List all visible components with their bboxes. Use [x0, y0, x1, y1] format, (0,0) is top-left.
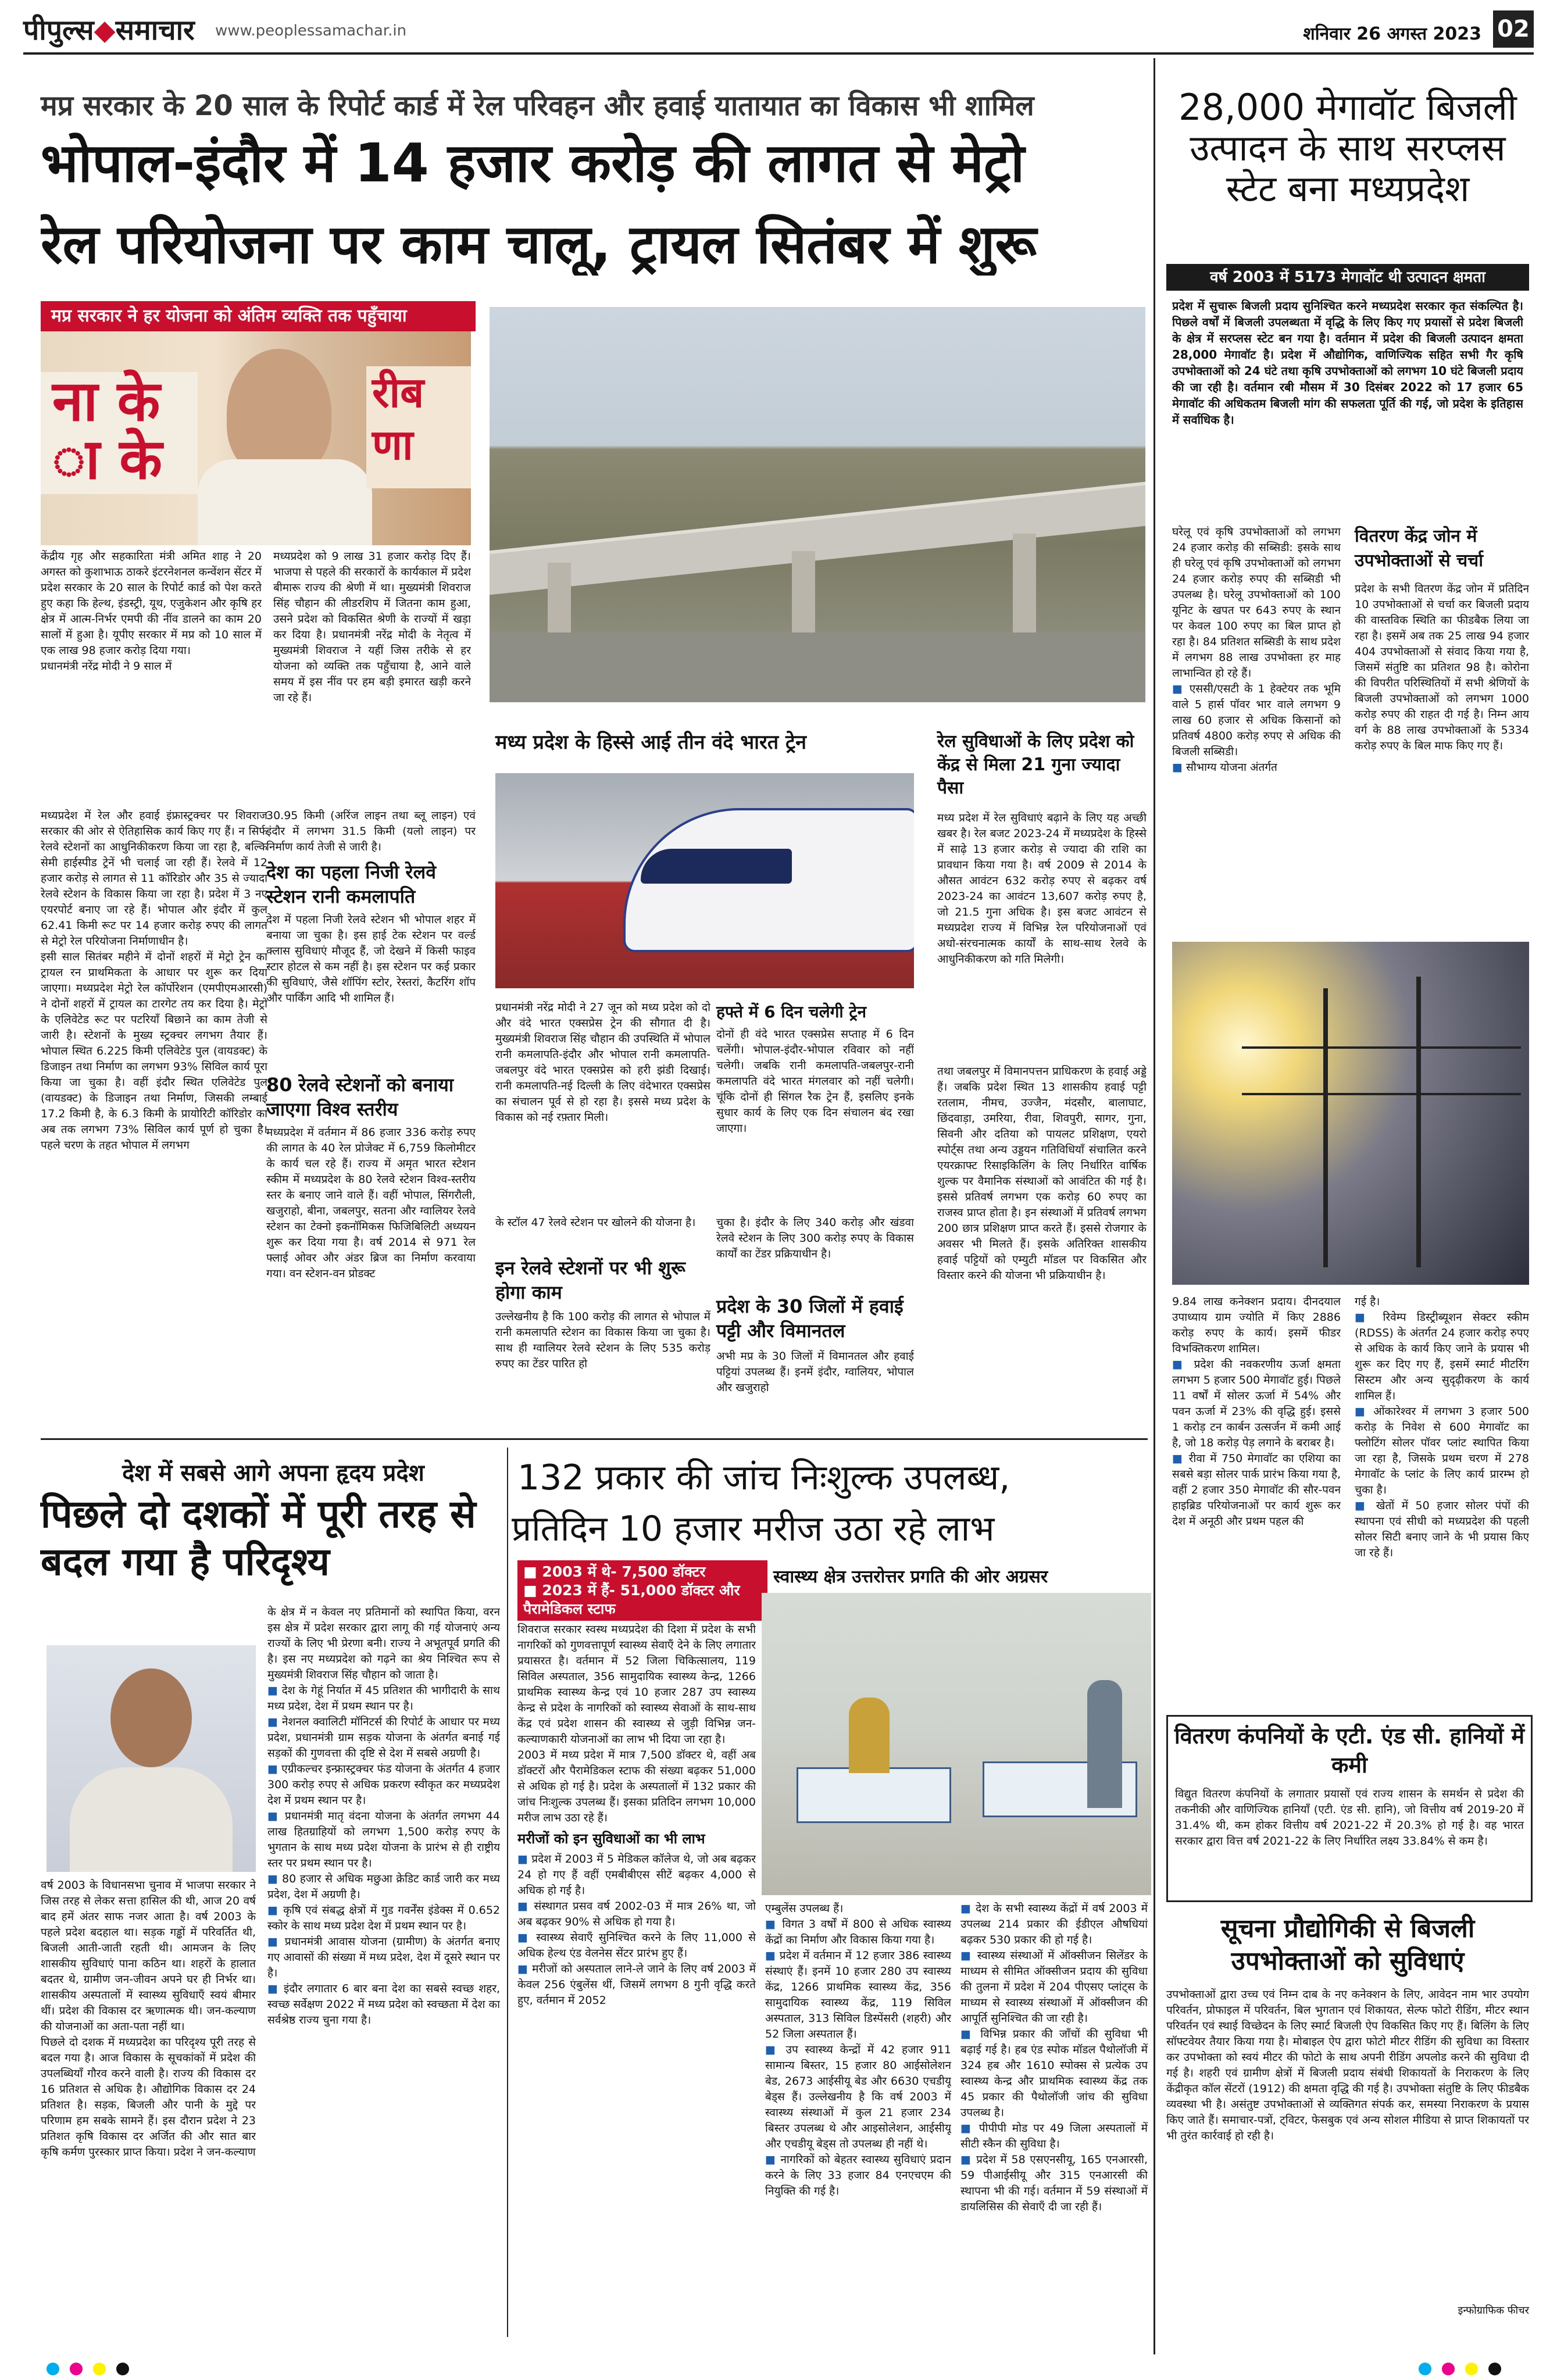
square-bullet-icon: ■: [523, 1563, 537, 1580]
distribution-zone-heading: वितरण केंद्र जोन में उपभोक्ताओं से चर्चा: [1355, 526, 1483, 571]
world-class-stations-text: मध्यप्रदेश में वर्तमान में 86 हजार 336 करोड़ रुपए की लागत के 40 रेल प्रोजेक्ट में 6,759 किलोमीटर के कार्य चल रहे हैं। राज्य में अमृत भारत स्टेशन स्कीम में मध्यप्रदेश के 80 रेलवे स्टेशन विश्व-स्तरीय स्तर के बनाए जाने वाले हैं। वहीं भोपाल, सिंगरौली, खजुराहो, बीना, जबलपुर, सतना और ग्वालियर रेलवे स्टेशन का टेक्नो इकनॉमिकस फिजिबिलिटी अध्ययन शुरू कर दिया गया है। वर्ष 2014 से 971 रेल फ्लाई ओवर और अंडर ब्रिज का निर्माण करवाया गया। वन स्टेशन-वन प्रोडक्ट: [266, 1126, 476, 1280]
ambulance-bullet: ■ मरीजों को अस्पताल लाने-ले जाने के लिए वर्ष 2003 में केवल 256 एंबुलेंस थीं, जिसमें लगभग 8 गुनी वृद्धि करते हुए, वर्तमान में 2052: [517, 1963, 756, 2007]
six-days-heading: हफ्ते में 6 दिन चलेगी ट्रेन: [716, 1002, 866, 1021]
square-bullet-icon: ■: [267, 1935, 280, 1948]
chief-minister-photo: [47, 1645, 256, 1872]
ct-scan-bullet: ■ पीपीपी मोड पर 49 जिला अस्पतालों में सीटी स्कैन की सुविधा है।: [960, 2122, 1148, 2150]
speaker-kurta-graphic: [198, 459, 372, 545]
logo-dot-icon: ◆: [94, 14, 116, 47]
power-cable-graphic: [1242, 1046, 1521, 1049]
square-bullet-icon: ■: [1355, 1405, 1368, 1418]
airstrips-text: अभी मप्र के 30 जिलों में विमानतल और हवाई पट्टियां उपलब्ध हैं। इनमें इंदौर, ग्वालियर, भोपाल और खजुराहो: [716, 1350, 914, 1394]
matru-vandana-bullet: ■ प्रधानमंत्री मातृ वंदना योजना के अंतर्गत लगभग 44 लाख हितग्राहियों को लगभग 1,500 करोड़ रुपए के भुगतान के साथ मध्य प्रदेश योजना के प्रारंभ से ही राष्ट्रीय स्तर पर प्रथम स्थान पर है।: [267, 1810, 500, 1870]
square-bullet-icon: ■: [1172, 761, 1183, 774]
heart-col-left: वर्ष 2003 के विधानसभा चुनाव में भाजपा सरकार ने जिस तरह से लेकर सत्ता हासिल की थी, आज 20 वर्ष बाद हमें अंतर साफ नजर आता है। वर्ष 2003 के पहले प्रदेश बदहाल था। सड़क गड्ढों में परिवर्तित थी, बिजली आती-जाती रहती थी। आमजन के लिए शासकीय सुविधाएं पाना कठिन था। शहरों के हालात बदतर थे, ग्रामीण जन-जीवन अपने घर ही निर्भर था। शासकीय अस्पतालों में स्वास्थ्य सुविधाएँ स्वयं बीमार थीं। प्रदेश की विकास दर ऋणात्मक थी। जन-कल्याण की योजनाओं का अता-पता नहीं था। पिछले दो दशक में मध्यप्रदेश का परिदृश्य पूरी तरह से बदल गया है। आज विकास के सूचकांकों में प्रदेश की उपलब्धियाँ गौरव करने वाली है। राज्य की विकास दर 16 प्रतिशत से अधिक है। औद्योगिक विकास दर 24 प्रतिशत है। सड़क, बिजली और पानी के मुद्दे पर परिणाम हम सबके सामने हैं। इस दौरान प्रदेश ने 23 प्रतिशत कृषि विकास दर अर्जित की और सात बार कृषि कर्मण पुरस्कार प्राप्त किया। प्रदेश ने जन-कल्याण: [41, 1879, 256, 2159]
metro-viaduct-graphic: [490, 482, 1145, 595]
six-days-text-2: चुका है। इंदौर के लिए 340 करोड़ और खंडवा रेलवे स्टेशन के लिए 300 करोड़ रुपए के विकास कार्यों का टेंडर प्रक्रियाधीन है।: [716, 1216, 914, 1260]
patient-facilities-heading: मरीजों को इन सुविधाओं का भी लाभ: [517, 1831, 705, 1847]
private-station-text: देश में पहला निजी रेलवे स्टेशन भी भोपाल शहर में बनाया जा चुका है। इस हाई टेक स्टेशन पर वर्ल्ड क्लास सुविधाएं मौजूद हैं, जो देखने में किसी फाइव स्टार होटल से कम नहीं है। इस स्टेशन पर कई प्रकार की सुविधाएं, जैसे शॉपिंग स्टोर, रेस्तरां, कैटरिंग शॉप और पार्किंग आदि भी शामिल हैं।: [266, 913, 476, 1005]
square-bullet-icon: ■: [1355, 1311, 1373, 1324]
metro-red-banner: मप्र सरकार ने हर योजना को अंतिम व्यक्ति तक पहुँचाया: [41, 301, 476, 331]
institutions-bullet: ■ प्रदेश में वर्तमान में 12 हजार 386 स्वास्थ्य संस्थाएं हैं। इनमें 10 हजार 280 उप स्वास्थ्य केंद्र, 1266 प्राथमिक स्वास्थ्य केंद्र, 356 सामुदायिक स्वास्थ्य केंद्र, 119 सिविल अस्पताल, 313 सिविल डिस्पेंसरी (शहरी) और 52 जिला अस्पताल हैं।: [765, 1949, 951, 2040]
square-bullet-icon: ■: [267, 1684, 278, 1697]
square-bullet-icon: ■: [517, 1900, 530, 1913]
heart-title: पिछले दो दशकों में पूरी तरह से बदल गया है परिदृश्य: [41, 1492, 476, 1584]
square-bullet-icon: ■: [765, 2043, 779, 2056]
power-lines-photo: [1172, 942, 1529, 1285]
square-bullet-icon: ■: [1172, 1452, 1184, 1465]
page-number: 02: [1493, 10, 1534, 48]
roads-bullet: ■ नेशनल क्वालिटी मॉनिटर्स की रिपोर्ट के आधार पर मध्य प्रदेश, प्रधानमंत्री ग्राम सड़क योजना के अंतर्गत बनाई गई सड़कों की गुणवत्ता की दृष्टि से देश में सबसे अग्रणी है।: [267, 1716, 500, 1760]
print-mark-icon: [70, 2363, 83, 2375]
square-bullet-icon: ■: [267, 1810, 280, 1822]
indore-clean-bullet: ■ इंदौर लगातार 6 बार बना देश का सबसे स्वच्छ शहर, स्वच्छ सर्वेक्षण 2022 में मध्य प्रदेश को स्वच्छता में देश का सर्वश्रेष्ठ राज्य चुना गया है।: [267, 1982, 500, 2027]
square-bullet-icon: ■: [267, 1716, 278, 1728]
website-url: www.peoplessamachar.in: [215, 22, 407, 40]
snc-bullet: ■ प्रदेश में 58 एसएनसीयू, 165 एनआरसी, 59 पीआईसीयू और 315 एनआरसी की स्थापना भी की गई। वर्तमान में 59 संस्थाओं में डायलिसिस की सेवाएँ दी जा रही हैं।: [960, 2153, 1148, 2213]
square-bullet-icon: ■: [267, 1872, 278, 1885]
new-centres-bullet: ■ विगत 3 वर्षों में 800 से अधिक स्वास्थ्य केंद्रों का निर्माण और विकास किया गया है।: [765, 1918, 951, 1946]
square-bullet-icon: ■: [267, 1763, 278, 1775]
square-bullet-icon: ■: [960, 2028, 974, 2040]
subsidy-text: घरेलू एवं कृषि उपभोक्ताओं को लगभग 24 हजार करोड़ की सब्सिडी: इसके साथ ही घरेलू एवं कृषि उपभोक्ताओं को लगभग 24 हजार करोड़ रुपए की सब्सिडी भी उपलब्ध है। घरेलू उपभोक्ताओं को 100 यूनिट के खपत पर 643 रुपए के स्थान पर केवल 100 रुपए का बिल प्राप्त हो रहा है। 84 प्रतिशत सब्सिडी के साथ प्रदेश में लगभग 88 लाख उपभोक्ता हर माह लाभान्वित हो रहे हैं।: [1172, 526, 1341, 680]
pylon-graphic: [1416, 977, 1421, 1267]
square-bullet-icon: ■: [765, 2153, 777, 2166]
it-facilities-box: [1166, 1913, 1529, 2331]
print-mark-icon: [1442, 2363, 1455, 2375]
masthead: [23, 6, 1534, 55]
square-bullet-icon: ■: [1172, 1358, 1187, 1371]
agri-infra-bullet: ■ एग्रीकल्चर इन्फ्रास्ट्रक्चर फंड योजना के अंतर्गत 4 हजार 300 करोड़ रुपए से अधिक प्रकरण स्वीकृत कर मध्यप्रदेश देश में प्रथम स्थान पर है।: [267, 1763, 500, 1807]
backdrop-text-right-graphic: रीब णा: [366, 366, 471, 488]
power-cable-graphic: [1242, 1093, 1521, 1095]
hospital-bed-graphic: [797, 1767, 951, 1823]
metro-body-col1: मध्यप्रदेश में रेल और हवाई इंफ्रास्ट्रक्चर पर शिवराज सरकार की ओर से ऐतिहासिक कार्य किए गए हैं। न सिर्फ रेलवे स्टेशनों का आधुनिकीकरण किया जा रहा है, बल्कि सेमी हाईस्पीड ट्रेनें भी चलाई जा रही हैं। रेलवे में 12 हजार करोड़ से लागत से 11 कॉरिडोर और 35 से ज्यादा रेलवे स्टेशन के विकास किया जा रहा है। प्रदेश में 3 नए एयरपोर्ट बनाए जा रहे हैं। भोपाल और इंदौर में कुल 62.41 किमी रूट पर 14 हजार करोड़ रुपए की लागत से मेट्रो रेल परियोजना निर्माणाधीन है। इसी साल सितंबर महीने में दोनों शहरों में मेट्रो ट्रेन का ट्रायल रन प्राथमिकता के आधार पर शुरू कर दिया जाएगा। मध्यप्रदेश मेट्रो रेल कॉर्पोरेशन (एमपीएमआरसी) ने दोनों शहरों में ट्रायल का टारगेट तय कर दिया है। मेट्रो के एलिवेटेड रूट पर पटरियाँ बिछाने का काम तेजी से जारी है। स्टेशनों के मुख्य स्ट्रक्चर लगभग तैयार हैं। भोपाल स्थित 6.225 किमी एलिवेटेड पुल (वायडक्ट) के डिजाइन तथा निर्माण का लगभग 93% सिविल कार्य पूरा किया जा चुका है। वहीं इंदौर स्थित एलिवेटेड पुल (वायडक्ट) के डिजाइन तथा निर्माण, जिसकी लम्बाई 17.2 किमी है, के 6.3 किमी के प्रायोरिटी कॉरिडोर का अब तक लगभग 73% सिविल कार्य पूर्ण हो चुका है। पहले चरण के तहत भोपाल में लगभग: [41, 809, 267, 1152]
print-mark-icon: [93, 2363, 106, 2375]
print-mark-icon: [1488, 2363, 1501, 2375]
power-lead: प्रदेश में सुचारू बिजली प्रदाय सुनिश्चित करने मध्यप्रदेश सरकार कृत संकल्पित है। पिछले वर्षों में बिजली उपलब्धता में वृद्धि के लिए किए गए प्रयासों से प्रदेश बिजली के क्षेत्र में सरप्लस स्टेट बन गया है। वर्तमान में प्रदेश की बिजली उत्पादन क्षमता 28,000 मेगावॉट है। प्रदेश में औद्योगिक, वाणिज्यिक सहित सभी गैर कृषि उपभोक्ताओं को 24 घंटे तथा कृषि उपभोक्ताओं को लगभग 10 घंटे बिजली प्रदाय की जा रही है। वर्तमान रबी मौसम में 30 दिसंबर 2022 को 17 हजार 65 मेगावॉट की अधिकतम बिजली मांग की सफलता पूर्ति की गई, जो प्रदेश के इतिहास में सर्वाधिक है।: [1172, 299, 1523, 427]
square-bullet-icon: ■: [523, 1582, 537, 1599]
issue-date: शनिवार 26 अगस्त 2023: [1303, 24, 1481, 44]
print-mark-icon: [1465, 2363, 1478, 2375]
square-bullet-icon: ■: [960, 1902, 972, 1915]
institutional-delivery-bullet: ■ संस्थागत प्रसव वर्ष 2002-03 में मात्र 26% था, जो अब बढ़कर 90% से अधिक हो गया है।: [517, 1900, 756, 1928]
beds-bullet: ■ उप स्वास्थ्य केन्द्रों में 42 हजार 911 सामान्य बिस्तर, 15 हजार 80 आईसोलेशन बेड, 2673 आईसीयू बेड और 6630 एचडीयू बेड्स हैं। उल्लेखनीय है कि वर्ष 2003 में स्वास्थ्य संस्थाओं में कुल 21 हजार 234 बिस्तर उपलब्ध थे और आइसोलेशन, आईसीयू और एचडीयू बेड्स तो उपलब्ध ही नहीं थे।: [765, 2043, 951, 2150]
health-col-c: [960, 1901, 1148, 2337]
doctors-2023: ■ 2023 में हैं- 51,000 डॉक्टर और पैरामेडिकल स्टाफ: [523, 1582, 740, 1617]
world-class-stations-heading: 80 रेलवे स्टेशनों को बनाया जाएगा विश्व स्तरीय: [266, 1074, 454, 1120]
metro-body-col2: [266, 808, 476, 1428]
distribution-losses-heading: वितरण कंपनियों के एटी. एंड सी. हानियों में कमी: [1174, 1723, 1525, 1778]
section-divider: [41, 1438, 1148, 1440]
road-graphic: [490, 632, 1145, 702]
solar-pumps-bullet: ■ खेतों में 50 हजार सोलर पंपों की स्थापना एवं सीधी को मध्यप्रदेश की पहली सोलर सिटी बनाए जाने के भी प्रयास किए जा रहे हैं।: [1355, 1499, 1529, 1559]
backdrop-text-graphic: ना के ा के: [41, 372, 198, 494]
it-facilities-heading: सूचना प्रौद्योगिकी से बिजली उपभोक्ताओं को सुविधाएं: [1220, 1914, 1475, 1976]
it-facilities-text: उपभोक्ताओं द्वारा उच्च एवं निम्न दाब के नए कनेक्शन के लिए, आवेदन नाम भार उपयोग परिवर्तन, प्रोफाइल में परिवर्तन, बिल भुगतान एवं शिकायत, सेल्फ फोटो रीडिंग, मीटर स्थान परिवर्तन एवं स्थाई विच्छेदन के लिए स्मार्ट बिजली ऐप विकसित किए गए हैं। बिलिंग के लिए सॉफ्टवेयर तैयार किया गया है। मोबाइल ऐप द्वारा फोटो मीटर रीडिंग की सुविधा का विस्तार कर उपभोक्ता को स्वयं मीटर की फोटो के साथ अपनी रीडिंग अपलोड करने की सुविधा दी गई है। शहरी एवं ग्रामीण क्षेत्रों में बिजली प्रदाय संबंधी शिकायतों के निराकरण के लिए केंद्रीकृत कॉल सेंटरों (1912) की क्षमता वृद्धि की गई है। उपभोक्ता संतुष्टि के लिए फीडबैक व्यवस्था भी है। असंतुष्ट उपभोक्ताओं से व्यक्तिगत संपर्क कर, समस्या निराकरण के प्रयास किए जाते हैं। समाचार-पत्रों, ट्विटर, फेसबुक एवं अन्य सोशल मीडिया से प्राप्त शिकायतों पर भी तुरंत कार्रवाई हो रही है।: [1166, 1988, 1529, 2142]
more-stations-heading: इन रेलवे स्टेशनों पर भी शुरू होगा काम: [495, 1257, 685, 1303]
metro-headline-1: भोपाल-इंदौर में 14 हजार करोड़ की लागत से मेट्रो: [41, 133, 1025, 194]
heart-intro-text: के क्षेत्र में न केवल नए प्रतिमानों को स्थापित किया, वरन इस क्षेत्र में प्रदेश सरकार द्वारा लागू की गई योजनाएं अन्य राज्यों के लिए भी प्रेरणा बनी। राज्य ने अभूतपूर्व प्रगति की है। इस नए मध्यप्रदेश को गढ़ने का श्रेय निश्चित रूप से मुख्यमंत्री शिवराज सिंह चौहान को जाता है।: [267, 1606, 500, 1681]
connections-text: 9.84 लाख कनेक्शन प्रदाय। दीनदयाल उपाध्याय ग्राम ज्योति में किए 2886 करोड़ रुपए के कार्य। इसमें फीडर विभक्तिकरण शामिल।: [1172, 1295, 1341, 1355]
vande-bharat-heading: मध्य प्रदेश के हिस्से आई तीन वंदे भारत ट्रेन: [495, 731, 807, 754]
vande-bharat-text-2: के स्टॉल 47 रेलवे स्टेशन पर खोलने की योजना है।: [495, 1216, 696, 1229]
square-bullet-icon: ■: [517, 1963, 528, 1975]
patient-attendant-graphic: [849, 1698, 890, 1773]
distribution-zone-text: प्रदेश के सभी वितरण केंद्र जोन में प्रतिदिन 10 उपभोक्ताओं से चर्चा कर बिजली प्रदाय की वास्तविक स्थिति का फीडबैक लिया जा रहा है। इसमें अब तक 25 लाख 94 हजार 404 उपभोक्ताओं से संवाद किया गया है, जिसमें संतुष्टि का प्रतिशत 98 है। कोरोना की विपरीत परिस्थितियों में सभी श्रेणियों के बिजली उपभोक्ताओं को लगभग 1000 करोड़ रुपए की राहत दी गई है। निम्न आय वर्ग के 88 लाख उपभोक्ताओं के 5334 करोड़ रुपए के बिल माफ किए गए हैं।: [1355, 583, 1529, 752]
private-station-heading: देश का पहला निजी रेलवे स्टेशन रानी कमलापति: [266, 861, 436, 907]
health-title-1: 132 प्रकार की जांच निःशुल्क उपलब्ध,: [517, 1457, 1010, 1498]
metro-intro-left: केंद्रीय गृह और सहकारिता मंत्री अमित शाह ने 20 अगस्त को कुशाभाऊ ठाकरे इंटरनेशनल कन्वेंशन सेंटर में प्रदेश सरकार के 20 साल के रिपोर्ट कार्ड को पेश करते हुए कहा कि हेल्थ, इंडस्ट्री, यूथ, एजुकेशन और कृषि हर क्षेत्र में आत्म-निर्भर एमपी की नींव डालने का काम 20 सालों में हुआ है। यूपीए सरकार में मप्र को 10 साल में एक लाख 98 हजार करोड़ दिया गया। प्रधानमंत्री नरेंद्र मोदी ने 9 साल में: [41, 550, 262, 673]
health-intro-text: शिवराज सरकार स्वस्थ मध्यप्रदेश की दिशा में प्रदेश के सभी नागरिकों को गुणवत्तापूर्ण स्वास्थ्य सेवाएँ देने के लिए लगातार प्रयासरत है। वर्तमान में 52 जिला चिकित्सालय, 119 सिविल अस्पताल, 356 सामुदायिक स्वास्थ्य केन्द्र, 1266 प्राथमिक स्वास्थ्य केन्द्र एवं 10 हजार 287 उप स्वास्थ्य केन्द्र से प्रदेश के नागरिकों को स्वास्थ्य सेवाओं के साथ-साथ केंद्र एवं प्रदेश शासन की स्वास्थ्य से जुड़ी विभिन्न जन-कल्याणकारी योजनाओं का लाभ भी दिया जा रहा है। 2003 में मध्य प्रदेश में मात्र 7,500 डॉक्टर थे, वहीं अब डॉक्टरों और पैरामेडिकल स्टाफ की संख्या बढ़कर 51,000 से अधिक हो गई है। प्रदेश के अस्पतालों में 132 प्रकार की जांच निःशुल्क उपलब्ध हैं। इसका प्रतिदिन लगभग 10,000 मरीज लाभ उठा रहे हैं।: [517, 1623, 756, 1824]
vande-bharat-train-photo: [495, 773, 914, 988]
wheat-bullet: ■ देश के गेहूं निर्यात में 45 प्रतिशत की भागीदारी के साथ मध्य प्रदेश, देश में प्रथम स्थान पर है।: [267, 1684, 500, 1713]
doctors-2003: ■ 2003 में थे- 7,500 डॉक्टर: [523, 1563, 706, 1580]
heart-health-divider: [507, 1448, 508, 2337]
print-mark-icon: [47, 2363, 59, 2375]
health-tagline: स्वास्थ्य क्षेत्र उत्तरोत्तर प्रगति की ओर अग्रसर: [773, 1567, 1048, 1587]
renewable-bullet: ■ प्रदेश की नवकरणीय ऊर्जा क्षमता लगभग 5 हजार 500 मेगावॉट हुई। पिछले 11 वर्षों में सोलर ऊर्जा में 54% और पवन ऊर्जा में 23% की वृद्धि हुई। इससे 1 करोड़ टन कार्बन उत्सर्जन में कमी आई है, जो 18 करोड़ पेड़ लगाने के बराबर है।: [1172, 1358, 1341, 1449]
metro-kicker: मप्र सरकार के 20 साल के रिपोर्ट कार्ड में रेल परिवहन और हवाई यातायात का विकास भी शामिल: [41, 90, 1034, 122]
heart-col-right: [267, 1604, 500, 2337]
rail-fund-text-2: तथा जबलपुर में विमानपत्तन प्राधिकरण के हवाई अड्डे हैं। जबकि प्रदेश स्थित 13 शासकीय हवाई पट्टी रतलाम, नीमच, उज्जैन, मंदसौर, बालाघाट, छिंदवाड़ा, उमरिया, रीवा, शिवपुरी, सागर, गुना, सिवनी और दतिया को पायलट प्रशिक्षण, एयरो स्पोर्ट्स तथा अन्य उड्डयन गतिविधियाँ संचालित करने एयरक्राफ्ट रिसाइकिलिंग के लिए निर्धारित वार्षिक शुल्क पर वैमानिक संस्थाओं को आवंटित की गई है। इससे प्रतिवर्ष लगभग एक करोड़ 60 रुपए का राजस्व प्राप्त होता है। इन संस्थाओं में प्रतिवर्ष लगभग 200 छात्र प्रशिक्षण प्राप्त करते हैं। इससे रोजगार के अवसर भी मिलते हैं। इसके अतिरिक्त शासकीय हवाई पट्टियों को एम्युटी मॉडल पर विकसित और विस्तार करने की योजना भी प्रक्रियाधीन है।: [937, 1065, 1147, 1282]
rdss-bullet: ■ रिवेम्प डिस्ट्रीब्यूशन सेक्टर स्कीम (RDSS) के अंतर्गत 24 हजार करोड़ रुपए से अधिक के कार्य किए जाने के प्रयास भी शुरू कर दिए गए हैं, इसमें स्मार्ट मीटरिंग सिस्टम और अन्य सुदृढ़ीकरण के कार्य शामिल हैं।: [1355, 1311, 1529, 1402]
vande-bharat-text: प्रधानमंत्री नरेंद्र मोदी ने 27 जून को मध्य प्रदेश को दो और वंदे भारत एक्सप्रेस ट्रेन की सौगात दी है। मुख्यमंत्री शिवराज सिंह चौहान की उपस्थिति में भोपाल रानी कमलापति-इंदौर और भोपाल रानी कमलापति-जबलपुर वंदे भारत एक्सप्रेस को हरी झंडी दिखाई। रानी कमलापति-नई दिल्ली के लिए वंदेभारत एक्सप्रेस का संचालन पूर्व से हो रहा है। इससे मध्य प्रदेश के विकास को नई रफ़्तार मिली।: [495, 1001, 710, 1124]
health-col-b-start: एम्बुलेंस उपलब्ध हैं।: [765, 1902, 844, 1915]
wellness-centres-bullet: ■ स्वास्थ्य सेवाएँ सुनिश्चित करने के लिए 11,000 से अधिक हेल्थ एंड वेलनेस सेंटर प्रारंभ हुए हैं।: [517, 1931, 756, 1960]
column-divider: [1154, 58, 1155, 2354]
print-mark-icon: [1419, 2363, 1431, 2375]
print-mark-icon: [116, 2363, 129, 2375]
square-bullet-icon: ■: [1172, 682, 1184, 695]
newspaper-logo: पीपुल्स◆समाचार: [23, 14, 195, 47]
power-col-c: [1172, 1294, 1341, 1713]
hospital-ward-photo: [762, 1593, 1151, 1895]
square-bullet-icon: ■: [765, 1918, 777, 1931]
minister-speech-photo: [41, 331, 471, 545]
rail-fund-heading: रेल सुविधाओं के लिए प्रदेश को केंद्र से मिला 21 गुना ज्यादा पैसा: [937, 731, 1134, 798]
square-bullet-icon: ■: [960, 2153, 972, 2166]
power-col-d: [1355, 1294, 1529, 1713]
doctor-figure-graphic: [1087, 1680, 1122, 1808]
subsidy-bullet: ■ एससी/एसटी के 1 हेक्टेयर तक भूमि वाले 5 हार्स पॉवर भार वाले लगभग 9 लाख 60 हजार से अधिक किसानों को प्रतिवर्ष 4800 करोड़ रुपए से अधिक की बिजली सब्सिडी।: [1172, 682, 1341, 758]
square-bullet-icon: ■: [517, 1853, 528, 1866]
metro-flyover-photo: [490, 307, 1145, 702]
square-bullet-icon: ■: [267, 1904, 279, 1917]
airstrips-heading: प्रदेश के 30 जिलों में हवाई पट्टी और विमानतल: [716, 1295, 904, 1342]
saubhagya-bullet: ■ सौभाग्य योजना अंतर्गत: [1172, 761, 1277, 774]
cm-kurta-graphic: [70, 1767, 233, 1872]
more-stations-text: उल्लेखनीय है कि 100 करोड़ की लागत से भोपाल में रानी कमलापति स्टेशन का विकास किया जा चुका है। साथ ही ग्वालियर रेलवे स्टेशन के लिए 535 करोड़ रुपए का टेंडर पारित हो: [495, 1310, 710, 1370]
awas-bullet: ■ प्रधानमंत्री आवास योजना (ग्रामीण) के अंतर्गत बनाए गए आवासों की संख्या में मध्य प्रदेश, देश में दूसरे स्थान पर है।: [267, 1935, 500, 1979]
health-col-b: [765, 1901, 951, 2337]
distribution-losses-text: विद्युत वितरण कंपनियों के लगातार प्रयासों एवं राज्य शासन के समर्थन से प्रदेश की तकनीकी और वाणिज्यिक हानियाँ (एटी. एंड सी. हानि), जो वित्तीय वर्ष 2019-20 में 31.4% थी, कम होकर वित्तीय वर्ष 2021-22 में 20.3% हो गई है। वह भारत सरकार द्वारा वित्त वर्ष 2021-22 के लिए निर्धारित लक्ष्य 33.84% से कम है।: [1175, 1788, 1524, 1847]
oxygen-bullet: ■ स्वास्थ्य संस्थाओं में ऑक्सीजन सिलेंडर के माध्यम से सीमित ऑक्सीजन प्रदाय की सुविधा की तुलना में प्रदेश में 204 पीएसए प्लांट्स के माध्यम से स्वास्थ्य संस्थाओं में ऑक्सीजन की आपूर्ति सुनिश्चित की जा रही है।: [960, 1949, 1148, 2025]
doctors-stats-box: [517, 1560, 767, 1621]
governance-bullet: ■ कृषि एवं संबद्ध क्षेत्रों में गुड गवर्नेंस इंडेक्स में 0.652 स्कोर के साथ मध्य प्रदेश देश में प्रथम स्थान पर है।: [267, 1904, 500, 1932]
heart-kicker: देश में सबसे आगे अपना हृदय प्रदेश: [122, 1460, 424, 1486]
medicines-bullet: ■ देश के सभी स्वास्थ्य केंद्रों में वर्ष 2003 में उपलब्ध 214 प्रकार की ईडीएल औषधियां बढ़कर 530 प्रकार की हो गई है।: [960, 1902, 1148, 1946]
power-title: 28,000 मेगावॉट बिजली उत्पादन के साथ सरप्लस स्टेट बना मध्यप्रदेश: [1179, 86, 1517, 210]
metro-intro-right: मध्यप्रदेश को 9 लाख 31 हजार करोड़ दिए हैं। भाजपा से पहले की सरकारों के कार्यकाल में प्रदेश बीमारू राज्य की श्रेणी में था। मुख्यमंत्री शिवराज सिंह चौहान की लीडरशिप में जितना काम हुआ, उसने प्रदेश को विकसित श्रेणी के राज्यों में खड़ा कर दिया है। प्रधानमंत्री नरेंद्र मोदी के नेतृत्व में मुख्यमंत्री शिवराज ने यहीं जिस तरीके से हर योजना को व्यक्ति तक पहुँचाया है, आने वाले समय में इस नींव पर हम बड़ी इमारत खड़ी करने जा रहे हैं।: [273, 550, 471, 704]
square-bullet-icon: ■: [960, 2122, 973, 2135]
square-bullet-icon: ■: [765, 1949, 776, 1962]
speaker-head-graphic: [227, 349, 331, 477]
cm-face-graphic: [110, 1668, 192, 1767]
six-days-text: दोनों ही वंदे भारत एक्सप्रेस सप्ताह में 6 दिन चलेंगी। भोपाल-इंदौर-भोपाल रविवार को नहीं चलेगी। जबकि रानी कमलापति-जबलपुर-रानी कमलापति वंदे भारत मंगलवार को नहीं चलेगी। चूंकि दोनों ही सिंगल रैक ट्रेन हैं, इसलिए इनके सुधार कार्य के लिए एक दिन संचालन बंद रखा जाएगा।: [716, 1028, 914, 1135]
tests-bullet: ■ विभिन्न प्रकार की जाँचों की सुविधा भी बढ़ाई गई है। हब एंड स्पोक मॉडल पैथोलॉजी में 324 हब और 1610 स्पोक्स से प्रत्येक उप स्वास्थ्य केन्द्र और प्राथमिक स्वास्थ्य केंद्र तक 45 प्रकार की पैथोलॉजी जांच की सुविधा उपलब्ध है।: [960, 2028, 1148, 2119]
train-windshield-graphic: [641, 849, 792, 884]
metro-body-col2-a: 30.95 किमी (अरिंज लाइन तथा ब्लू लाइन) एवं इंदौर में लगभग 31.5 किमी (यलो लाइन) पर निर्माण कार्य तेजी से जारी है।: [266, 809, 476, 853]
square-bullet-icon: ■: [517, 1931, 531, 1944]
metro-headline-2: रेल परियोजना पर काम चालू, ट्रायल सितंबर में शुरू: [41, 214, 1037, 276]
square-bullet-icon: ■: [1355, 1499, 1369, 1512]
health-col-a: [517, 1622, 756, 2337]
rewa-solar-bullet: ■ रीवा में 750 मेगावॉट का एशिया का सबसे बड़ा सोलर पार्क प्रारंभ किया गया है, वहीं 2 हजार 350 मेगावॉट की सौर-पवन हाइब्रिड परियोजनाओं पर कार्य शुरू कर देश में अनूठी और प्रथम पहल की: [1172, 1452, 1341, 1528]
credit-line: इन्फोग्राफिक फीचर: [1458, 2304, 1529, 2317]
rail-fund-text: मध्य प्रदेश में रेल सुविधाएं बढ़ाने के लिए यह अच्छी खबर है। रेल बजट 2023-24 में मध्यप्रदेश के हिस्से में साढ़े 13 हजार करोड़ से ज्यादा की राशि का प्रावधान किया गया है। वर्ष 2009 से 2014 के औसत आवंटन 632 करोड़ रुपए से बढ़कर वर्ष 2023-24 का आवंटन 13,607 करोड़ रुपए है, जो 21.5 गुना अधिक है। इस बजट आवंटन से मध्यप्रदेश राज्य में विभिन्न रेल परियोजनाओं एवं अधो-संरचनात्मक कार्यों के साथ-साथ रेलवे के आधुनिकीकरण को गति मिलेगी।: [937, 812, 1147, 966]
power-black-bar: वर्ष 2003 में 5173 मेगावॉट थी उत्पादन क्षमता: [1166, 264, 1529, 291]
square-bullet-icon: ■: [960, 1949, 973, 1962]
fisher-card-bullet: ■ 80 हजार से अधिक मछुआ क्रेडिट कार्ड जारी कर मध्य प्रदेश, देश में अग्रणी है।: [267, 1872, 500, 1901]
health-title-2: प्रतिदिन 10 हजार मरीज उठा रहे लाभ: [512, 1509, 995, 1549]
distribution-losses-box: [1166, 1715, 1533, 1902]
omkareshwar-bullet: ■ ओंकारेश्वर में लगभग 3 हजार 500 करोड़ के निवेश से 600 मेगावॉट का फ्लोटिंग सोलर पॉवर प्लांट स्थापित किया जा रहा है, जिसके प्रथम चरण में 278 मेगावॉट के प्लांट के लिए कार्य प्रारम्भ हो चुका है।: [1355, 1405, 1529, 1496]
square-bullet-icon: ■: [267, 1982, 279, 1995]
power-col-d-start: गई है।: [1355, 1295, 1380, 1308]
medical-colleges-bullet: ■ प्रदेश में 2003 में 5 मेडिकल कॉलेज थे, जो अब बढ़कर 24 हो गए हैं वहीं एमबीबीएस सीटें बढ़कर 4,000 से अधिक हो गई है।: [517, 1853, 756, 1897]
nhm-bullet: ■ नागरिकों को बेहतर स्वास्थ्य सुविधाएं प्रदान करने के लिए 33 हजार 84 एनएचएम की नियुक्ति की गई है।: [765, 2153, 951, 2197]
pylon-graphic: [1323, 988, 1328, 1267]
power-col-a: [1172, 524, 1341, 943]
